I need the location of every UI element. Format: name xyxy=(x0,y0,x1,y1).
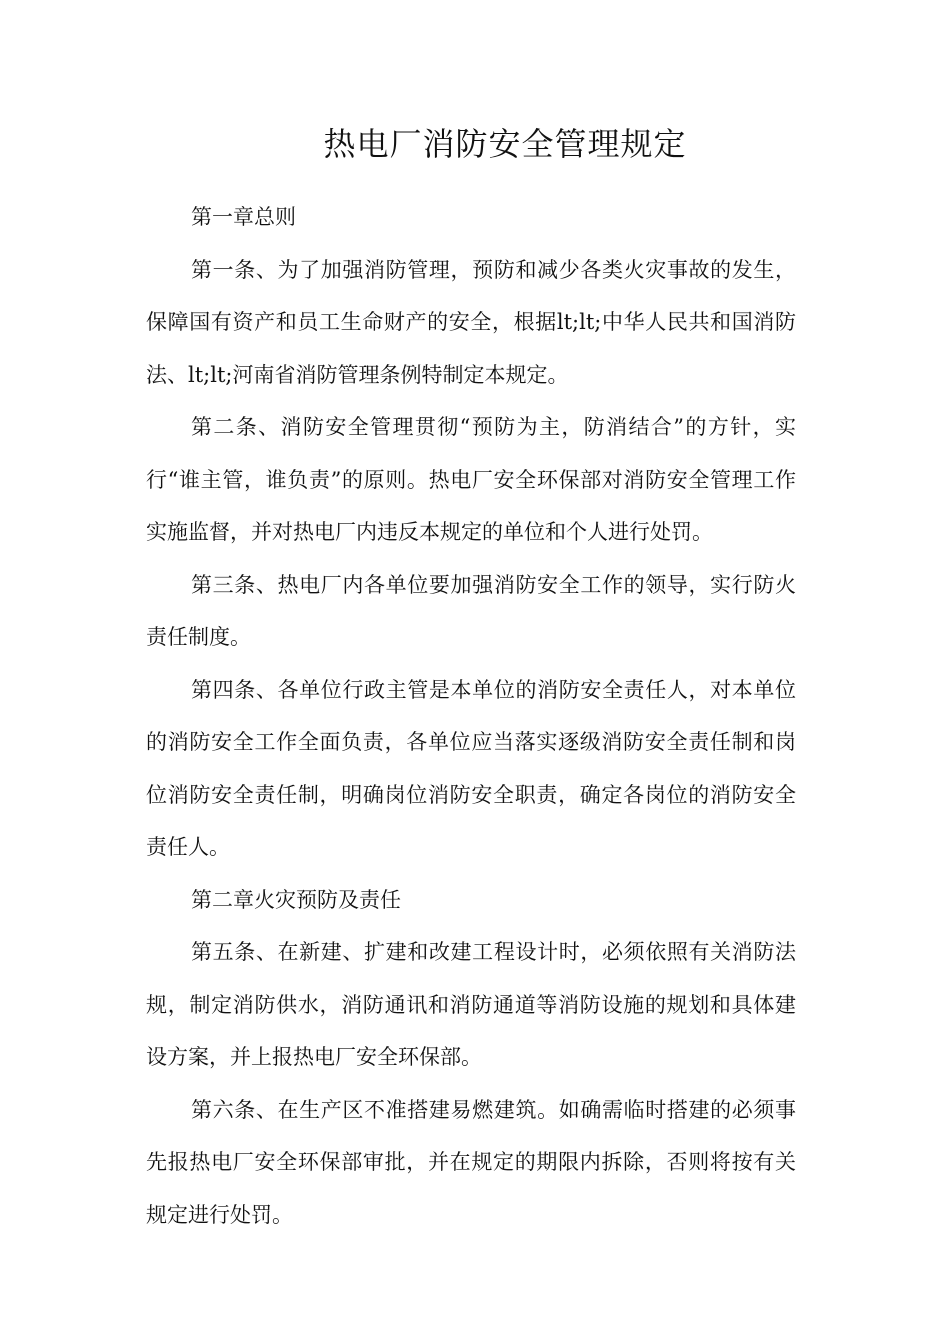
article-paragraph: 第五条、在新建、扩建和改建工程设计时，必须依照有关消防法规，制定消防供水，消防通讯和消防通道等消防设施的规划和具体建设方案，并上报热电厂安全环保部。 xyxy=(146,940,796,1069)
chapter-heading: 第一章总则 xyxy=(191,205,296,229)
document-body xyxy=(146,191,796,1241)
article-paragraph: 第三条、热电厂内各单位要加强消防安全工作的领导，实行防火责任制度。 xyxy=(146,572,796,649)
article-paragraph: 第二条、消防安全管理贯彻“预防为主，防消结合”的方针，实行“谁主管，谁负责”的原则。热电厂安全环保部对消防安全管理工作实施监督，并对热电厂内违反本规定的单位和个人进行处罚。 xyxy=(146,415,796,544)
article-paragraph: 第四条、各单位行政主管是本单位的消防安全责任人，对本单位的消防安全工作全面负责，各单位应当落实逐级消防安全责任制和岗位消防安全责任制，明确岗位消防安全职责，确定各岗位的消防安全责任人。 xyxy=(146,677,796,859)
chapter-heading: 第二章火灾预防及责任 xyxy=(191,887,401,912)
article-paragraph: 第一条、为了加强消防管理，预防和减少各类火灾事故的发生，保障国有资产和员工生命财产的安全，根据lt;lt;中华人民共和国消防法、lt;lt;河南省消防管理条例特制定本规定。 xyxy=(146,257,796,387)
document-title: 热电厂消防安全管理规定 xyxy=(323,125,687,163)
article-paragraph: 第六条、在生产区不准搭建易燃建筑。如确需临时搭建的必须事先报热电厂安全环保部审批，并在规定的期限内拆除，否则将按有关规定进行处罚。 xyxy=(146,1097,796,1227)
